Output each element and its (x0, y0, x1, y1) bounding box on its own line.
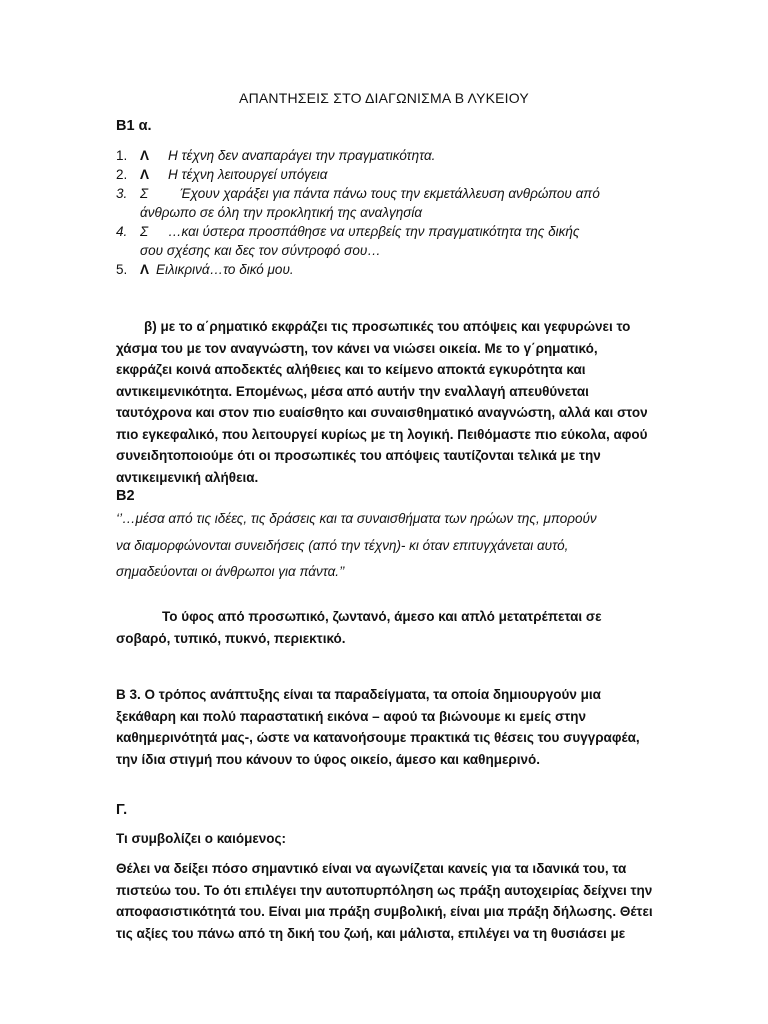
answer-text: Ειλικρινά…το δικό μου. (156, 262, 294, 277)
list-number: 1. (116, 148, 128, 163)
list-number: 5. (116, 262, 128, 277)
b2-heading: Β2 (116, 488, 135, 504)
paragraph-line: πιστεύω του. Το ότι επιλέγει την αυτοπυρπόληση ως πράξη αυτοχειρίας δείχνει την (116, 882, 653, 898)
paragraph-line: συνειδητοποιούμε ότι οι προσωπικές του απόψεις ταυτίζονται τελικά με την (116, 448, 601, 463)
answer-letter: Λ (140, 148, 150, 163)
paragraph-text: Ο τρόπος ανάπτυξης είναι τα παραδείγματα, τα οποία δημιουργούν μια (144, 687, 601, 702)
paragraph-line: αντικειμενική αλήθεια. (116, 469, 259, 485)
b2-paragraph (116, 606, 654, 649)
quote-line: σημαδεύονται οι άνθρωποι για πάντα.’’ (116, 564, 345, 579)
b1-heading: Β1 α. (116, 118, 152, 134)
answer-letter: Λ (140, 262, 150, 277)
document-title: ΑΠΑΝΤΗΣΕΙΣ ΣΤΟ ΔΙΑΓΩΝΙΣΜΑ Β ΛΥΚΕΙΟΥ (239, 90, 529, 106)
paragraph-line: ξεκάθαρη και πολύ παραστατική εικόνα – αφού τα βιώνουμε κι εμείς στην (116, 708, 587, 724)
subheading-line: Τι συμβολίζει ο καιόμενος: (116, 831, 287, 846)
paragraph-line: την ίδια στιγμή που κάνουν το ύφος οικείο, άμεσο και καθημερινό. (116, 751, 540, 767)
answer-text-continued: άνθρωπο σε όλη την προκλητική της αναλγησία (140, 205, 423, 220)
answer-text-continued: σου σχέσης και δες τον σύντροφό σου… (140, 243, 381, 258)
paragraph-line: χάσμα του με τον αναγνώστη, τον κάνει να νιώσει οικεία. Με το γ΄ρηματικό, (116, 340, 598, 356)
list-item-continuation (116, 241, 656, 260)
list-item-continuation (116, 203, 656, 222)
paragraph-line: εκφράζει κοινά αποδεκτές αλήθειες και το κείμενο αποκτά εγκυρότητα και (116, 362, 586, 377)
list-number: 4. (116, 224, 128, 239)
paragraph-line: ταυτόχρονα και στον πιο ευαίσθητο και συναισθηματικό αναγνώστη, αλλά και στον (116, 405, 648, 420)
answer-letter: Σ (140, 186, 149, 201)
b1-answer-list (116, 146, 656, 279)
answer-text: …και ύστερα προσπάθησε να υπερβείς την πραγματικότητα της δικής (168, 224, 580, 239)
b3-paragraph (116, 684, 654, 770)
list-item (116, 184, 656, 203)
paragraph-line: Το ύφος από προσωπικό, ζωντανό, άμεσο και απλό μετατρέπεται σε (162, 609, 602, 624)
quote-line: να διαμορφώνονται συνειδήσεις (από την τέχνη)- κι όταν επιτυγχάνεται αυτό, (116, 537, 569, 553)
paragraph-line: Θέλει να δείξει πόσο σημαντικό είναι να αγωνίζεται κανείς για τα ιδανικά του, τα (116, 861, 627, 876)
b3-label: Β 3. (116, 687, 141, 702)
g-heading: Γ. (116, 802, 128, 818)
paragraph-line: αποφασιστικότητά του. Είναι μια πράξη συμβολική, είναι μια πράξη δήλωσης. Θέτει (116, 904, 653, 919)
list-number: 2. (116, 167, 128, 182)
list-number: 3. (116, 186, 128, 201)
g-paragraph (116, 858, 654, 944)
answer-text: Η τέχνη λειτουργεί υπόγεια (168, 167, 328, 182)
paragraph-line: τις αξίες του πάνω από τη δική του ζωή, και μάλιστα, επιλέγει να τη θυσιάσει με (116, 925, 626, 941)
g-subheading (116, 828, 654, 850)
b2-quote (116, 506, 656, 586)
paragraph-line (116, 684, 654, 706)
list-item (116, 260, 656, 279)
quote-line: ‘’…μέσα από τις ιδέες, τις δράσεις και τα συναισθήματα των ηρώων της, μπορούν (116, 511, 597, 526)
paragraph-line: αντικειμενικότητα. Επομένως, μέσα από αυτήν την εναλλαγή απευθύνεται (116, 383, 589, 399)
paragraph-line: πιο εγκεφαλικό, που λειτουργεί κυρίως με τη λογική. Πειθόμαστε πιο εύκολα, αφού (116, 426, 648, 442)
paragraph-line: καθημερινότητά μας-, ώστε να κατανοήσουμε πρακτικά τις θέσεις του συγγραφέα, (116, 730, 640, 745)
list-item (116, 146, 656, 165)
list-item (116, 222, 656, 241)
list-item (116, 165, 656, 184)
b1b-paragraph (116, 316, 654, 488)
answer-letter: Σ (140, 224, 149, 239)
paragraph-line: β) με το α΄ρηματικό εκφράζει τις προσωπικές του απόψεις και γεφυρώνει το (144, 319, 631, 334)
paragraph-line: σοβαρό, τυπικό, πυκνό, περιεκτικό. (116, 630, 346, 646)
answer-letter: Λ (140, 167, 150, 182)
answer-text: Έχουν χαράξει για πάντα πάνω τους την εκμετάλλευση ανθρώπου από (180, 186, 600, 201)
answer-text: Η τέχνη δεν αναπαράγει την πραγματικότητα. (168, 148, 436, 163)
